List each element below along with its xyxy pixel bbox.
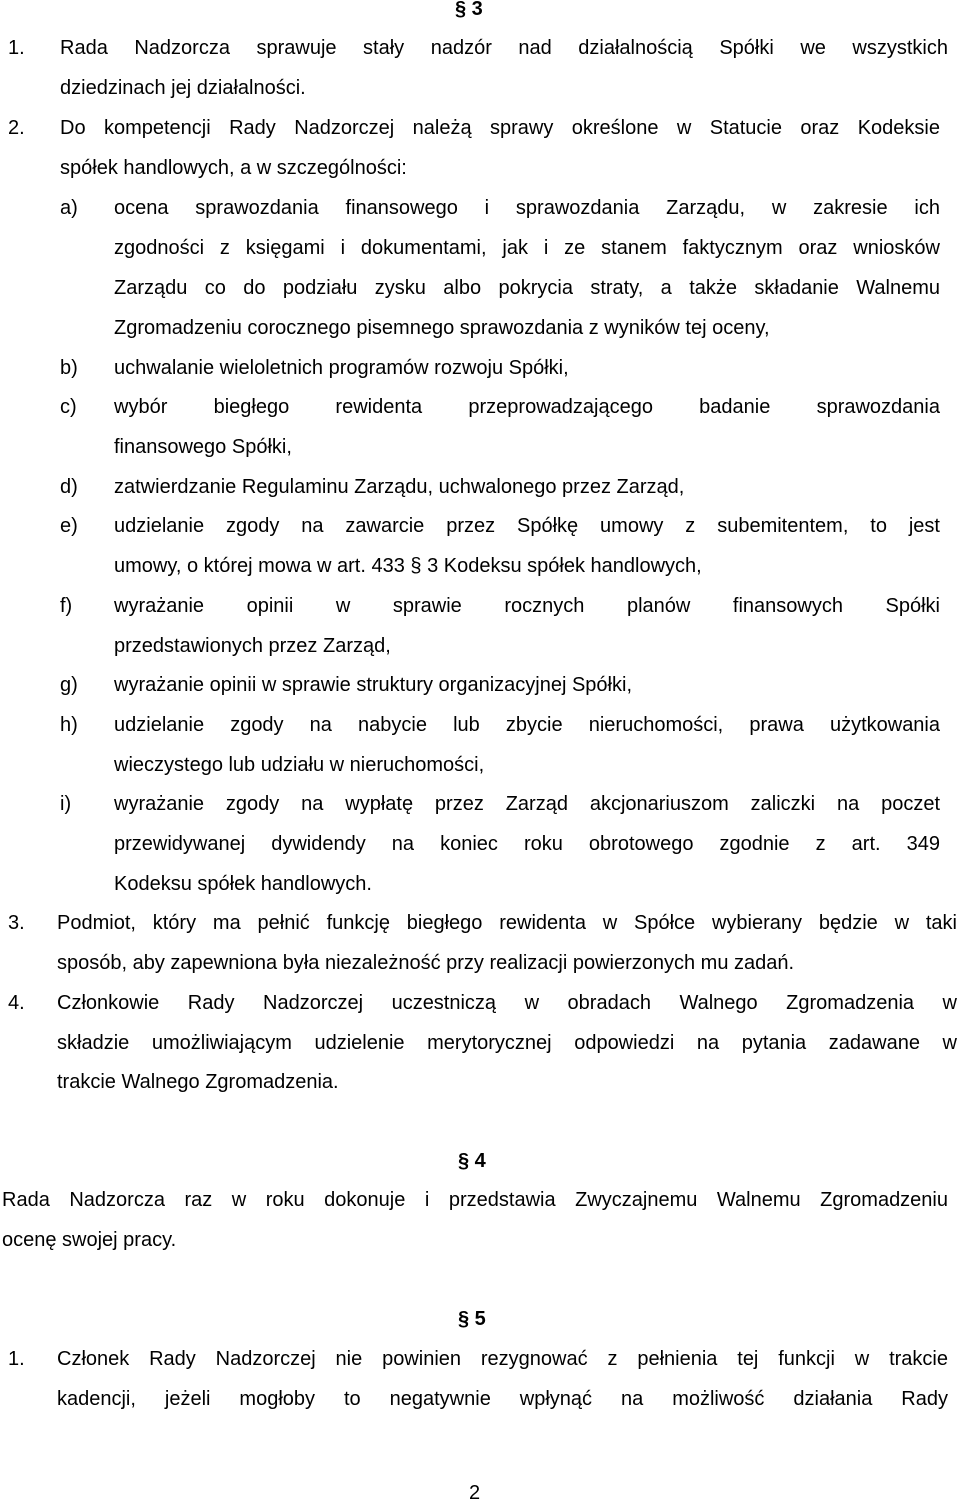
- item-4-number: 4.: [8, 992, 25, 1014]
- subitem-f-line-1: wyrażanie opinii w sprawie rocznych planów finansowych Spółki: [114, 595, 940, 617]
- subitem-b-line-1: uchwalanie wieloletnich programów rozwoju Spółki,: [114, 357, 569, 379]
- subitem-c-label: c): [60, 396, 77, 418]
- section-5-heading: § 5: [458, 1308, 486, 1330]
- subitem-a-line-1: ocena sprawozdania finansowego i sprawozdania Zarządu, w zakresie ich: [114, 197, 940, 219]
- subitem-h-line-1: udzielanie zgody na nabycie lub zbycie nieruchomości, prawa użytkowania: [114, 714, 940, 736]
- section-4-heading: § 4: [458, 1150, 486, 1172]
- subitem-i-line-3: Kodeksu spółek handlowych.: [114, 873, 372, 895]
- item-1-number: 1.: [8, 37, 25, 59]
- subitem-a-label: a): [60, 197, 78, 219]
- subitem-i-label: i): [60, 793, 72, 815]
- subitem-h-label: h): [60, 714, 78, 736]
- section-3-heading: § 3: [455, 0, 483, 20]
- section-5-item-1-number: 1.: [8, 1348, 25, 1370]
- item-3-line-2: sposób, aby zapewniona była niezależność przy realizacji powierzonych mu zadań.: [57, 952, 795, 974]
- section-5-item-1-line-1: Członek Rady Nadzorczej nie powinien rezygnować z pełnienia tej funkcji w trakcie: [57, 1348, 948, 1370]
- subitem-e-label: e): [60, 515, 78, 537]
- item-2-line-2: spółek handlowych, a w szczególności:: [60, 157, 407, 179]
- item-2-number: 2.: [8, 117, 25, 139]
- subitem-a-line-3: Zarządu co do podziału zysku albo pokrycia straty, a także składanie Walnemu: [114, 277, 940, 299]
- subitem-c-line-1: wybór biegłego rewidenta przeprowadzającego badanie sprawozdania: [114, 396, 940, 418]
- item-4-line-2: składzie umożliwiającym udzielenie merytorycznej odpowiedzi na pytania zadawane w: [57, 1032, 957, 1054]
- subitem-a-line-2: zgodności z księgami i dokumentami, jak i ze stanem faktycznym oraz wniosków: [114, 237, 940, 259]
- subitem-a-line-4: Zgromadzeniu corocznego pisemnego sprawozdania z wyników tej oceny,: [114, 317, 770, 339]
- subitem-f-label: f): [60, 595, 73, 617]
- section-5-item-1-line-2: kadencji, jeżeli mogłoby to negatywnie wpłynąć na możliwość działania Rady: [57, 1388, 948, 1410]
- item-1-line-2: dziedzinach jej działalności.: [60, 77, 306, 99]
- subitem-c-line-2: finansowego Spółki,: [114, 436, 292, 458]
- item-1-line-1: Rada Nadzorcza sprawuje stały nadzór nad działalnością Spółki we wszystkich: [60, 37, 948, 59]
- subitem-d-label: d): [60, 476, 78, 498]
- item-4-line-3: trakcie Walnego Zgromadzenia.: [57, 1071, 339, 1093]
- item-3-line-1: Podmiot, który ma pełnić funkcję biegłego rewidenta w Spółce wybierany będzie w taki: [57, 912, 957, 934]
- item-4-line-1: Członkowie Rady Nadzorczej uczestniczą w obradach Walnego Zgromadzenia w: [57, 992, 957, 1014]
- subitem-f-line-2: przedstawionych przez Zarząd,: [114, 635, 391, 657]
- subitem-h-line-2: wieczystego lub udziału w nieruchomości,: [114, 754, 485, 776]
- subitem-i-line-1: wyrażanie zgody na wypłatę przez Zarząd akcjonariuszom zaliczki na poczet: [114, 793, 940, 815]
- section-4-line-1: Rada Nadzorcza raz w roku dokonuje i przedstawia Zwyczajnemu Walnemu Zgromadzeniu: [2, 1189, 948, 1211]
- subitem-d-line-1: zatwierdzanie Regulaminu Zarządu, uchwalonego przez Zarząd,: [114, 476, 685, 498]
- item-3-number: 3.: [8, 912, 25, 934]
- item-2-line-1: Do kompetencji Rady Nadzorczej należą sprawy określone w Statucie oraz Kodeksie: [60, 117, 940, 139]
- subitem-e-line-2: umowy, o której mowa w art. 433 § 3 Kodeksu spółek handlowych,: [114, 555, 702, 577]
- subitem-g-line-1: wyrażanie opinii w sprawie struktury organizacyjnej Spółki,: [114, 674, 632, 696]
- subitem-b-label: b): [60, 357, 78, 379]
- subitem-i-line-2: przewidywanej dywidendy na koniec roku obrotowego zgodnie z art. 349: [114, 833, 940, 855]
- page-number: 2: [469, 1482, 481, 1504]
- section-4-line-2: ocenę swojej pracy.: [2, 1229, 177, 1251]
- subitem-g-label: g): [60, 674, 78, 696]
- subitem-e-line-1: udzielanie zgody na zawarcie przez Spółkę umowy z subemitentem, to jest: [114, 515, 940, 537]
